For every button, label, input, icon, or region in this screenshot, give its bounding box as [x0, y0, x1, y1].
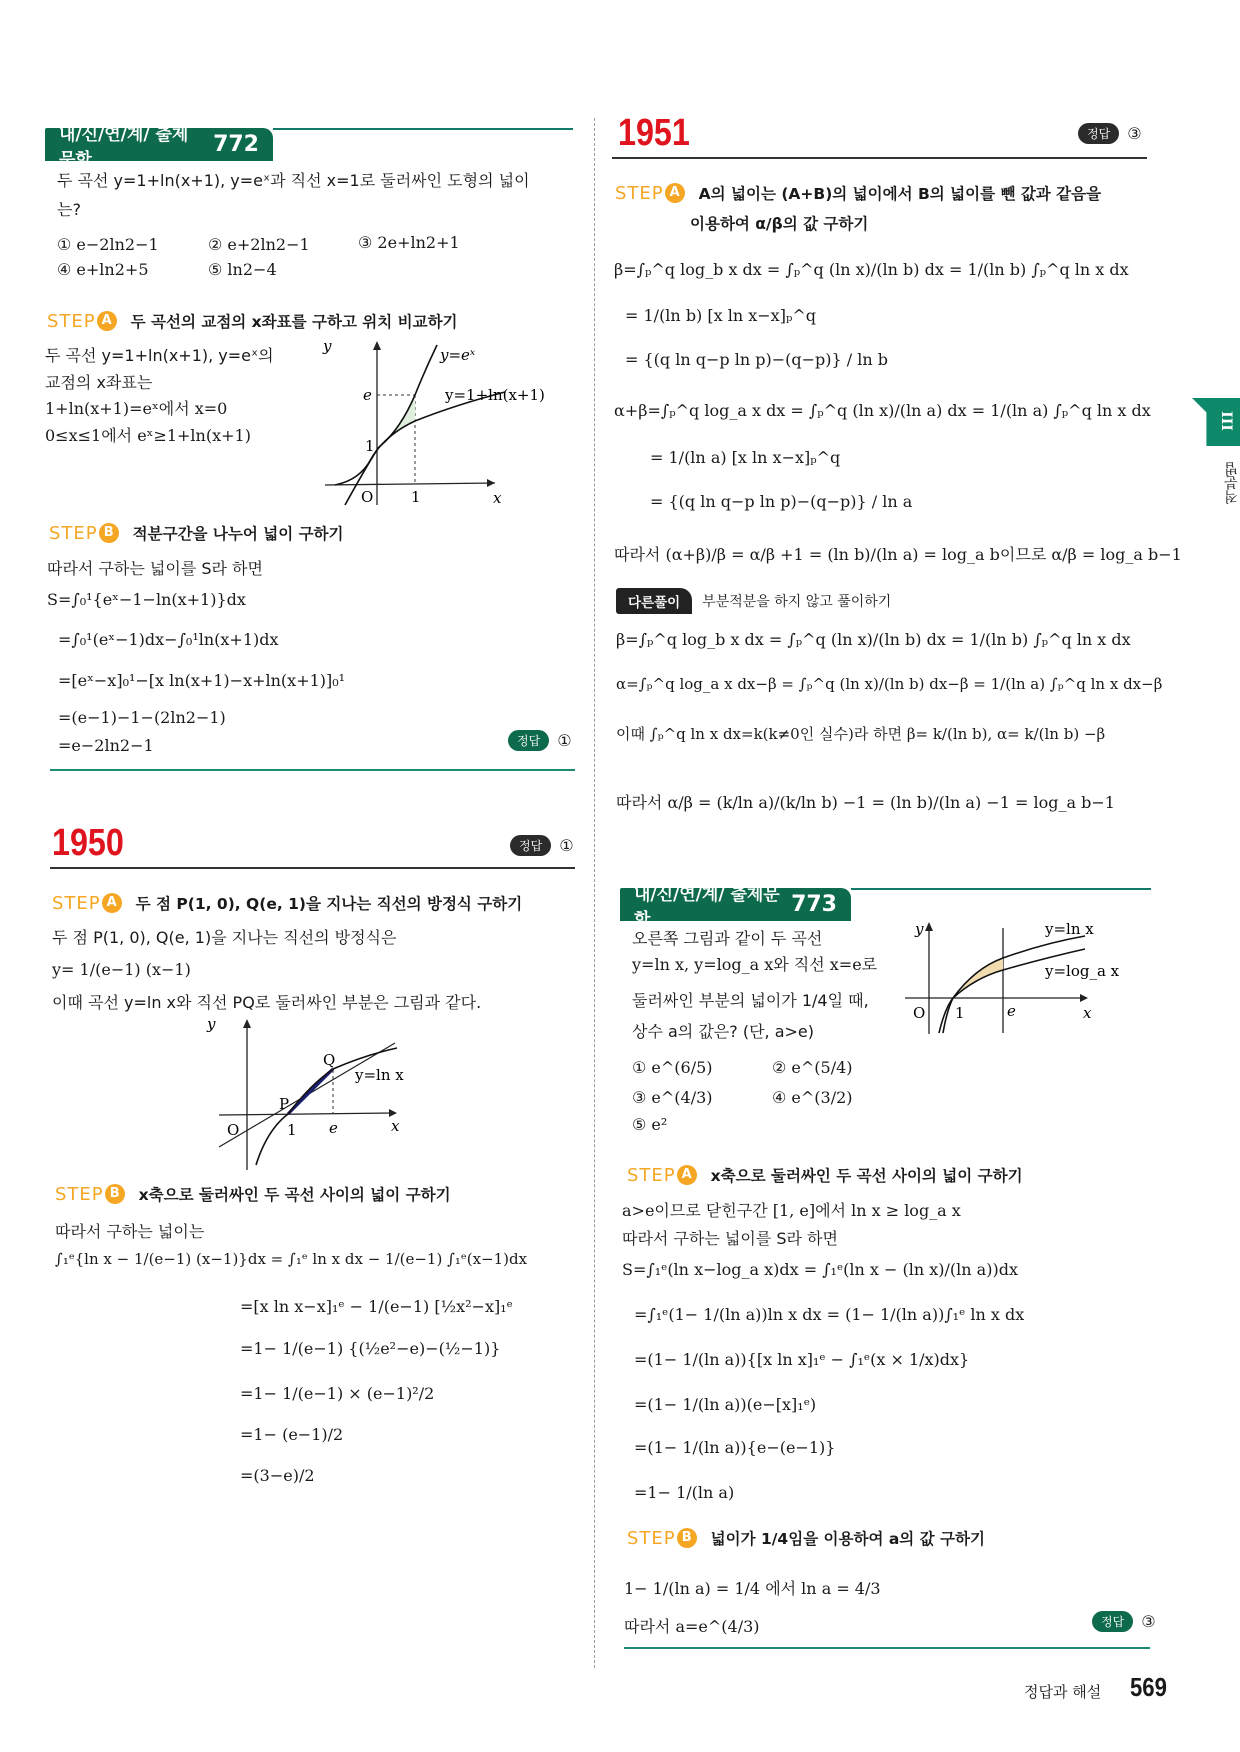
origin-label: O [913, 1004, 926, 1022]
curve-label: y=ln x [1045, 920, 1094, 938]
step-a-heading [52, 892, 522, 914]
banner-number: 773 [791, 892, 837, 917]
step-letter-badge: A [97, 311, 117, 331]
page-number: 569 [1130, 1672, 1167, 1702]
banner-772 [45, 124, 273, 170]
curve-exp [345, 345, 437, 505]
solution-line: = {(q ln q−p ln p)−(q−p)} / ln b [625, 350, 888, 369]
solution-line: =(1− 1/(ln a)){e−(e−1)} [634, 1438, 836, 1457]
y-axis-arrow-icon [925, 922, 933, 931]
point-label: P [279, 1095, 290, 1113]
answer-label: 정답 [508, 730, 549, 751]
step-a-heading [47, 310, 458, 332]
tick-label: 1 [287, 1121, 297, 1139]
section-rule [624, 1647, 1150, 1649]
x-axis [219, 1113, 395, 1115]
solution-line: 따라서 α/β = (k/ln a)/(k/ln b) −1 = (ln b)/(ln a) −1 = log_a b−1 [616, 793, 1115, 812]
graph-772 [315, 335, 565, 515]
step-letter-badge: B [677, 1528, 697, 1548]
graph-1950 [205, 1015, 465, 1175]
solution-line: =[eˣ−x]₀¹−[x ln(x+1)−x+ln(x+1)]₀¹ [58, 671, 346, 690]
choice: ② e+2ln2−1 [208, 235, 310, 254]
choice: ⑤ ln2−4 [208, 260, 277, 279]
step-title-continued: 이용하여 α/β의 값 구하기 [690, 215, 869, 233]
step-letter-badge: B [99, 523, 119, 543]
step-a-heading [615, 182, 1101, 204]
x-axis-label: x [391, 1117, 400, 1135]
step-b-heading [627, 1527, 985, 1549]
point-label: Q [323, 1051, 336, 1069]
solution-line: 따라서 (α+β)/β = α/β +1 = (ln b)/(ln a) = log_a b이므로 α/β = log_a b−1 [614, 545, 1182, 564]
step-b-heading [55, 1183, 451, 1205]
answer-value: ③ [1141, 1612, 1156, 1631]
solution-line: = {(q ln q−p ln p)−(q−p)} / ln a [650, 492, 913, 511]
choice: ③ 2e+ln2+1 [358, 233, 460, 252]
solution-line: =1− 1/(e−1) {(½e²−e)−(½−1)} [240, 1339, 501, 1358]
banner-label: 내/신/연/계/ 출제문항 [59, 124, 189, 170]
footer-label: 정답과 해설 [1024, 1683, 1102, 1701]
solution-line: =[x ln x−x]₁ᵉ − 1/(e−1) [½x²−x]₁ᵉ [240, 1297, 513, 1316]
x-axis-arrow-icon [1080, 994, 1088, 1002]
y-axis-arrow-icon [243, 1019, 251, 1028]
solution-line: 따라서 a=e^(4/3) [624, 1617, 760, 1636]
solution-line: β=∫ₚ^q log_b x dx = ∫ₚ^q (ln x)/(ln b) dx = 1/(ln b) ∫ₚ^q ln x dx [614, 260, 1129, 279]
solution-line: y= 1/(e−1) (x−1) [52, 960, 191, 979]
curve-label: y=log_a x [1045, 962, 1120, 980]
answer-label: 정답 [1092, 1611, 1133, 1632]
header-rule [612, 157, 1147, 159]
step-a-heading [627, 1164, 1023, 1186]
solution-line: =(3−e)/2 [240, 1466, 315, 1485]
answer-value: ① [557, 731, 572, 750]
step-letter-badge: A [677, 1165, 697, 1185]
step-title: 두 곡선의 교점의 x좌표를 구하고 위치 비교하기 [130, 313, 458, 331]
x-axis-arrow-icon [389, 1109, 397, 1117]
question-text: 상수 a의 값은? (단, a>e) [632, 1022, 815, 1041]
solution-line: β=∫ₚ^q log_b x dx = ∫ₚ^q (ln x)/(ln b) dx = 1/(ln b) ∫ₚ^q ln x dx [616, 630, 1131, 649]
solution-line: α=∫ₚ^q log_a x dx−β = ∫ₚ^q (ln x)/(ln b) dx−β = 1/(ln a) ∫ₚ^q ln x dx−β [616, 675, 1163, 693]
solution-line: = 1/(ln b) [x ln x−x]ₚ^q [625, 306, 816, 325]
answer-label: 정답 [510, 835, 551, 856]
y-axis-arrow-icon [373, 341, 381, 350]
step-title: A의 넓이는 (A+B)의 넓이에서 B의 넓이를 뺀 값과 같음을 [698, 185, 1102, 203]
step-label: STEP [47, 310, 96, 332]
banner-label: 내/신/연/계/ 출제문항 [634, 884, 780, 930]
answer-badge [508, 730, 572, 751]
section-rule [50, 769, 575, 771]
solution-line: 따라서 구하는 넓이를 S라 하면 [622, 1229, 838, 1248]
choice: ① e^(6/5) [632, 1058, 713, 1077]
chapter-label: 적분법 [1224, 462, 1240, 504]
choice: ③ e^(4/3) [632, 1088, 713, 1107]
solution-line: =1− (e−1)/2 [240, 1425, 344, 1444]
column-divider [594, 118, 595, 1668]
solution-line: =e−2ln2−1 [58, 736, 154, 755]
banner-rule [273, 128, 573, 130]
step-label: STEP [615, 182, 664, 204]
solution-line: =1− 1/(ln a) [634, 1483, 735, 1502]
solution-line: =1− 1/(e−1) × (e−1)²/2 [240, 1384, 435, 1403]
step-title: 적분구간을 나누어 넓이 구하기 [132, 525, 344, 543]
answer-badge [1078, 123, 1142, 144]
solution-line: =(1− 1/(ln a)){[x ln x]₁ᵉ − ∫₁ᵉ(x × 1/x)dx} [634, 1350, 970, 1369]
tick-label: 1 [955, 1004, 965, 1022]
solution-line: 두 점 P(1, 0), Q(e, 1)을 지나는 직선의 방정식은 [52, 928, 397, 947]
tick-label: e [329, 1119, 338, 1137]
x-axis-arrow-icon [487, 479, 495, 487]
solution-line: 교점의 x좌표는 [45, 373, 153, 392]
tick-label: 1 [365, 437, 375, 455]
solution-line: 이때 곡선 y=ln x와 직선 PQ로 둘러싸인 부분은 그림과 같다. [52, 993, 482, 1012]
banner-773 [620, 884, 851, 930]
solution-line: 이때 ∫ₚ^q ln x dx=k(k≠0인 실수)라 하면 β= k/(ln b), α= k/(ln b) −β [616, 725, 1106, 743]
banner-number: 772 [213, 132, 259, 157]
answer-label: 정답 [1078, 123, 1119, 144]
answer-value: ③ [1127, 124, 1142, 143]
solution-line: 1− 1/(ln a) = 1/4 에서 ln a = 4/3 [624, 1579, 881, 1598]
step-title: x축으로 둘러싸인 두 곡선 사이의 넓이 구하기 [710, 1167, 1023, 1185]
solution-line: S=∫₁ᵉ(ln x−log_a x)dx = ∫₁ᵉ(ln x − (ln x)/(ln a))dx [622, 1260, 1018, 1279]
step-b-heading [49, 522, 344, 544]
solution-line: ∫₁ᵉ{ln x − 1/(e−1) (x−1)}dx = ∫₁ᵉ ln x dx − 1/(e−1) ∫₁ᵉ(x−1)dx [55, 1250, 528, 1268]
step-letter-badge: B [105, 1184, 125, 1204]
solution-line: = 1/(ln a) [x ln x−x]ₚ^q [650, 448, 841, 467]
answer-badge [1092, 1611, 1156, 1632]
alternative-solution-heading [616, 588, 891, 614]
curve-log [335, 392, 505, 485]
y-axis-label: y [915, 920, 924, 938]
shaded-region [379, 395, 415, 447]
step-letter-badge: A [665, 183, 685, 203]
chapter-numeral: III [1217, 411, 1234, 431]
choice: ⑤ e² [632, 1115, 668, 1134]
solution-line: a>e이므로 닫힌구간 [1, e]에서 ln x ≥ log_a x [622, 1201, 961, 1220]
step-title: x축으로 둘러싸인 두 곡선 사이의 넓이 구하기 [138, 1186, 451, 1204]
choice: ④ e+ln2+5 [57, 260, 149, 279]
curve-label: y=eˣ [440, 346, 476, 364]
solution-line: 따라서 구하는 넓이는 [55, 1222, 205, 1241]
tick-label: e [1007, 1002, 1016, 1020]
y-axis-label: y [323, 337, 332, 355]
question-text: 둘러싸인 부분의 넓이가 1/4일 때, [632, 991, 869, 1010]
question-text: y=ln x, y=log_a x와 직선 x=e로 [632, 955, 878, 974]
alt-title: 부분적분을 하지 않고 풀이하기 [702, 594, 892, 610]
step-title: 두 점 P(1, 0), Q(e, 1)을 지나는 직선의 방정식 구하기 [135, 895, 523, 913]
solution-line: 두 곡선 y=1+ln(x+1), y=eˣ의 [45, 346, 274, 365]
solution-line: α+β=∫ₚ^q log_a x dx = ∫ₚ^q (ln x)/(ln a) dx = 1/(ln a) ∫ₚ^q ln x dx [614, 401, 1151, 420]
problem-number: 1951 [618, 112, 690, 154]
step-label: STEP [52, 892, 101, 914]
y-axis-label: y [207, 1015, 216, 1033]
problem-number: 1950 [52, 822, 124, 864]
graph-773 [885, 918, 1145, 1038]
x-axis-label: x [493, 489, 502, 507]
curve-label: y=ln x [355, 1066, 404, 1084]
choice: ④ e^(3/2) [772, 1088, 853, 1107]
choice: ② e^(5/4) [772, 1058, 853, 1077]
solution-line: =∫₁ᵉ(1− 1/(ln a))ln x dx = (1− 1/(ln a))∫₁ᵉ ln x dx [634, 1305, 1025, 1324]
question-text: 두 곡선 y=1+ln(x+1), y=eˣ과 직선 x=1로 둘러싸인 도형의 넓이 [57, 171, 530, 190]
question-text: 는? [57, 200, 81, 219]
solution-line: =(1− 1/(ln a))(e−[x]₁ᵉ) [634, 1395, 817, 1414]
step-title: 넓이가 1/4임을 이용하여 a의 값 구하기 [710, 1530, 985, 1548]
origin-label: O [227, 1121, 240, 1139]
solution-line: =∫₀¹(eˣ−1)dx−∫₀¹ln(x+1)dx [58, 630, 279, 649]
answer-value: ① [559, 836, 574, 855]
step-label: STEP [49, 522, 98, 544]
step-letter-badge: A [102, 893, 122, 913]
origin-label: O [361, 488, 374, 506]
solution-line: 따라서 구하는 넓이를 S라 하면 [47, 559, 263, 578]
answer-badge [510, 835, 574, 856]
shaded-region [288, 1069, 333, 1114]
step-label: STEP [627, 1527, 676, 1549]
tick-label: 1 [411, 488, 421, 506]
choice: ① e−2ln2−1 [57, 235, 159, 254]
solution-line: S=∫₀¹{eˣ−1−ln(x+1)}dx [47, 590, 246, 609]
header-rule [50, 867, 575, 869]
solution-line: =(e−1)−1−(2ln2−1) [58, 708, 226, 727]
step-label: STEP [55, 1183, 104, 1205]
x-axis [325, 483, 495, 485]
step-label: STEP [627, 1164, 676, 1186]
solution-line: 1+ln(x+1)=eˣ에서 x=0 [45, 399, 228, 418]
alt-tag: 다른풀이 [616, 588, 692, 614]
curve-label: y=1+ln(x+1) [445, 386, 545, 404]
x-axis-label: x [1083, 1004, 1092, 1022]
tick-label: e [363, 386, 372, 404]
question-text: 오른쪽 그림과 같이 두 곡선 [632, 929, 823, 948]
solution-line: 0≤x≤1에서 eˣ≥1+ln(x+1) [45, 426, 251, 445]
banner-rule [851, 888, 1151, 890]
